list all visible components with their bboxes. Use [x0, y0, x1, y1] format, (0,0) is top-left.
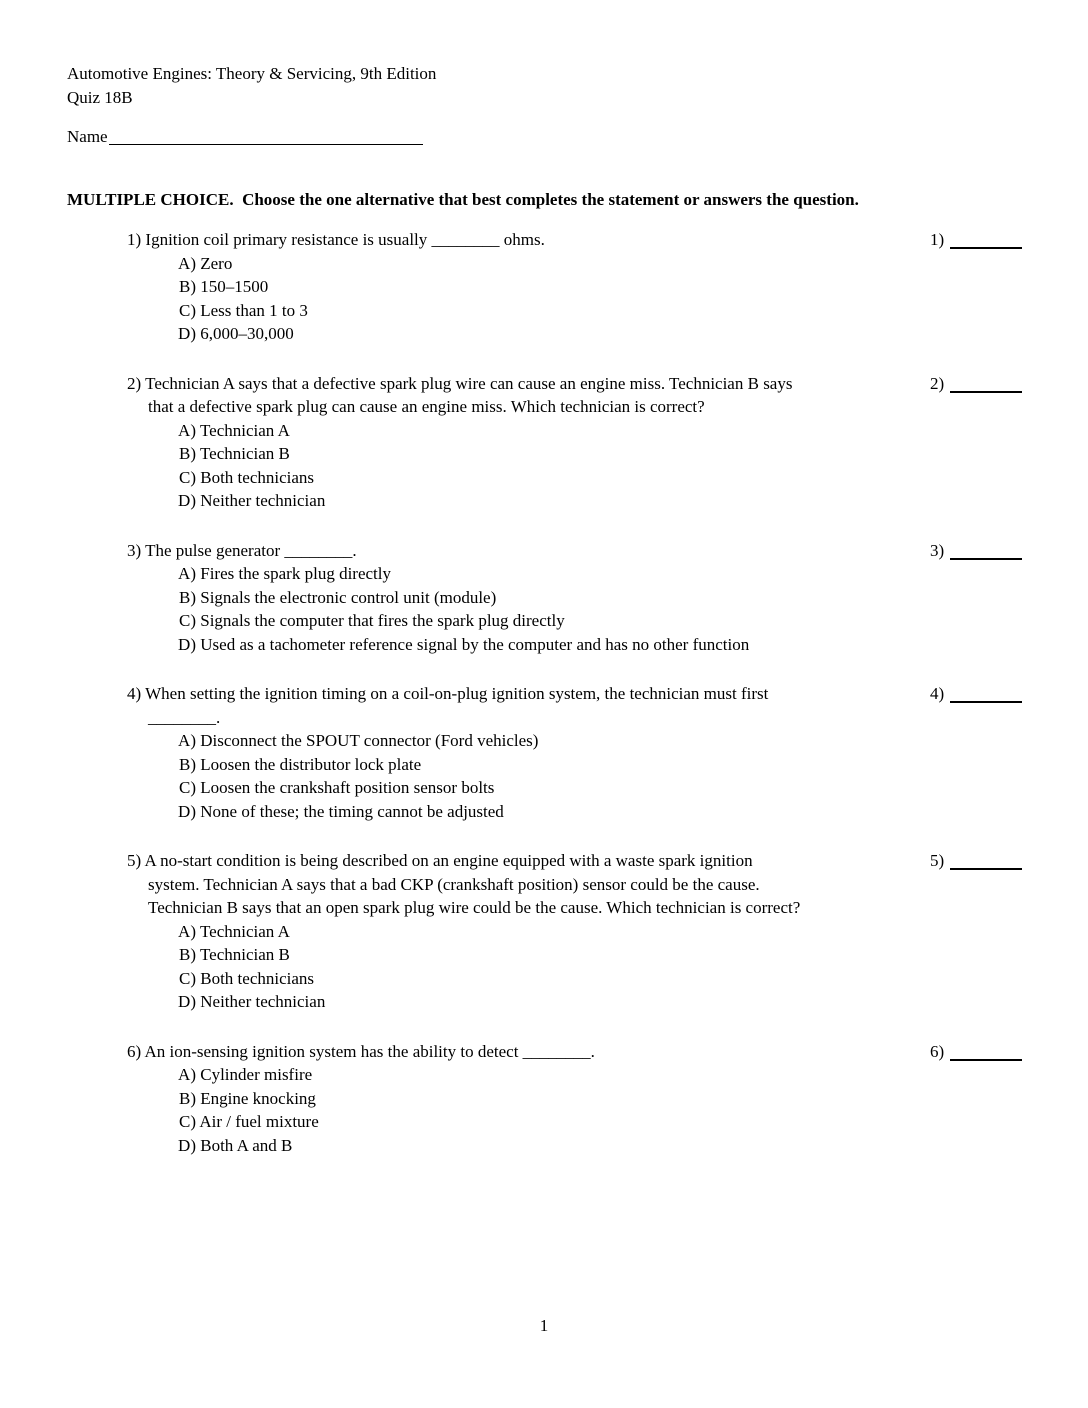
option-text: Both A and B [200, 1135, 293, 1155]
question-text [145, 541, 357, 560]
question-main [67, 539, 897, 657]
question-main [67, 849, 897, 1014]
question-number: 3) [127, 540, 142, 560]
answer-blank-line [950, 246, 1022, 249]
option-letter: D) [178, 324, 196, 343]
option-row [172, 275, 897, 299]
option-text: 150–1500 [200, 277, 269, 296]
option-letter: D) [178, 1135, 196, 1155]
question-stem [127, 849, 897, 920]
question-text-line: ________. [148, 707, 221, 727]
answer-blank-line [950, 867, 1022, 870]
option-text: Both technicians [200, 467, 315, 487]
option-text: Technician A [199, 921, 290, 941]
option-text: Neither technician [200, 491, 326, 510]
question-row [67, 372, 1027, 513]
question-stem [127, 372, 897, 419]
question-stem [127, 228, 897, 252]
option-letter: B) [179, 587, 196, 607]
option-text: Engine knocking [200, 1088, 316, 1108]
option-letter: A) [178, 1065, 196, 1084]
option-letter: B) [179, 1088, 196, 1108]
document-title: Automotive Engines: Theory & Servicing, 9th Edition [67, 64, 437, 83]
option-text: Less than 1 to 3 [200, 300, 308, 320]
option-row [172, 299, 897, 323]
option-letter: A) [178, 253, 196, 273]
option-text: Cylinder misfire [200, 1065, 313, 1084]
answer-number: 4) [930, 684, 945, 703]
answer-field [897, 849, 1027, 1014]
option-letter: B) [179, 945, 196, 964]
question-stem [127, 1040, 897, 1064]
option-row [172, 729, 897, 753]
option-text: None of these; the timing cannot be adjusted [200, 801, 504, 821]
question-text-line: Technician B says that an open spark plug wire could be the cause. Which technician is correct? [148, 898, 801, 917]
question-stem [127, 682, 897, 729]
option-letter: D) [178, 801, 196, 821]
option-letter: A) [178, 921, 196, 941]
question-text-line: When setting the ignition timing on a coil-on-plug ignition system, the technician must first [145, 684, 769, 703]
option-letter: C) [179, 968, 196, 988]
option-text: 6,000–30,000 [200, 324, 294, 343]
options-list [172, 920, 897, 1014]
option-text: Loosen the distributor lock plate [200, 754, 422, 774]
option-row [172, 322, 897, 346]
option-text: Loosen the crankshaft position sensor bolts [200, 778, 495, 797]
question-row [67, 1040, 1027, 1158]
option-text: Fires the spark plug directly [200, 564, 391, 583]
question-text [145, 230, 544, 249]
question-stem [127, 539, 897, 563]
option-row [172, 990, 897, 1014]
question-number: 4) [127, 684, 142, 703]
option-text: Disconnect the SPOUT connector (Ford vehicles) [200, 731, 539, 750]
option-letter: D) [178, 634, 196, 654]
option-row [172, 489, 897, 513]
question-main [67, 1040, 897, 1158]
option-text: Technician A [199, 420, 290, 440]
answer-field [897, 228, 1027, 346]
answer-field [897, 539, 1027, 657]
answer-blank-line [950, 390, 1022, 393]
option-text: Air / fuel mixture [199, 1112, 319, 1131]
answer-number: 2) [930, 373, 945, 393]
question-row [67, 849, 1027, 1014]
question-text-line: system. Technician A says that a bad CKP (crankshaft position) sensor could be the cause. [148, 874, 760, 894]
options-list [172, 252, 897, 346]
options-list [172, 562, 897, 656]
option-text: Signals the computer that fires the spark plug directly [200, 611, 565, 630]
question-text [145, 374, 792, 417]
answer-field [897, 372, 1027, 513]
option-row [172, 920, 897, 944]
name-blank-line [109, 143, 423, 145]
question-row [67, 228, 1027, 346]
option-letter: C) [179, 300, 196, 320]
question-number: 6) [127, 1041, 142, 1061]
option-row [172, 1110, 897, 1134]
option-letter: D) [178, 992, 196, 1011]
option-row [172, 776, 897, 800]
option-row [172, 967, 897, 991]
option-text: Neither technician [200, 992, 326, 1011]
answer-blank-line [950, 700, 1022, 703]
option-letter: D) [178, 491, 196, 510]
answer-number: 3) [930, 540, 945, 560]
option-text: Technician B [199, 444, 290, 463]
option-letter: C) [179, 611, 196, 630]
document-header [67, 62, 1027, 109]
answer-number: 1) [930, 230, 945, 249]
option-letter: A) [178, 731, 196, 750]
questions-list [67, 228, 1027, 1157]
option-text: Used as a tachometer reference signal by the computer and has no other function [200, 634, 750, 654]
question-main [67, 228, 897, 346]
question-text-line: Technician A says that a defective spark plug wire can cause an engine miss. Technician B says [145, 373, 793, 393]
question-text [144, 851, 800, 917]
answer-blank-line [950, 557, 1022, 560]
option-row [172, 753, 897, 777]
question-text-line: that a defective spark plug can cause an engine miss. Which technician is correct? [148, 397, 705, 416]
answer-field [897, 682, 1027, 823]
option-text: Both technicians [200, 968, 315, 988]
option-letter: A) [178, 564, 196, 583]
instructions-text: MULTIPLE CHOICE. Choose the one alternative that best completes the statement or answers the question. [67, 189, 859, 209]
answer-number: 6) [930, 1041, 945, 1061]
question-row [67, 539, 1027, 657]
question-row [67, 682, 1027, 823]
question-main [67, 682, 897, 823]
question-text [144, 1042, 594, 1061]
question-text-line: Ignition coil primary resistance is usually ________ ohms. [145, 230, 545, 249]
option-text: Signals the electronic control unit (module) [200, 587, 497, 607]
question-number: 2) [127, 373, 142, 393]
option-row [172, 562, 897, 586]
option-row [172, 252, 897, 276]
option-row [172, 419, 897, 443]
option-text: Zero [200, 253, 233, 273]
option-row [172, 943, 897, 967]
answer-number: 5) [930, 851, 945, 870]
option-letter: B) [179, 754, 196, 774]
option-row [172, 1134, 897, 1158]
option-letter: C) [179, 778, 196, 797]
page-number: 1 [539, 1315, 549, 1335]
question-main [67, 372, 897, 513]
options-list [172, 419, 897, 513]
option-row [172, 1063, 897, 1087]
question-text-line: An ion-sensing ignition system has the ability to detect ________. [144, 1041, 595, 1061]
option-letter: A) [178, 420, 196, 440]
options-list [172, 1063, 897, 1157]
question-text-line: The pulse generator ________. [145, 540, 357, 560]
option-letter: B) [179, 444, 196, 463]
option-row [172, 586, 897, 610]
question-text [145, 684, 768, 727]
name-label: Name [67, 127, 108, 146]
quiz-number: Quiz 18B [67, 87, 133, 107]
option-letter: B) [179, 277, 196, 296]
option-letter: C) [179, 467, 196, 487]
option-row [172, 1087, 897, 1111]
answer-field [897, 1040, 1027, 1158]
option-row [172, 800, 897, 824]
option-row [172, 442, 897, 466]
option-letter: C) [179, 1112, 196, 1131]
question-text-line: A no-start condition is being described on an engine equipped with a waste spark ignition [144, 851, 753, 870]
question-number: 1) [127, 230, 142, 249]
options-list [172, 729, 897, 823]
option-row [172, 466, 897, 490]
question-number: 5) [127, 851, 142, 870]
option-row [172, 633, 897, 657]
option-text: Technician B [199, 945, 290, 964]
name-field [67, 125, 1027, 149]
option-row [172, 609, 897, 633]
answer-blank-line [950, 1058, 1022, 1061]
